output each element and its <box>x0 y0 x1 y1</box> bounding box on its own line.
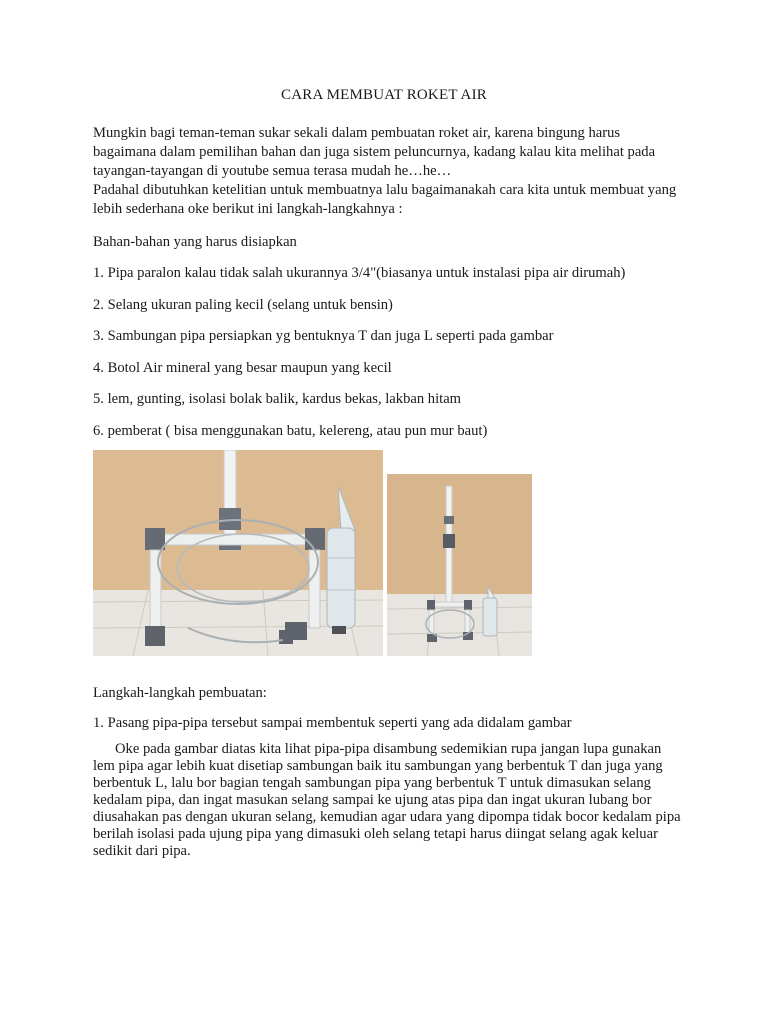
materials-item-2: 2. Selang ukuran paling kecil (selang untuk bensin) <box>93 297 393 313</box>
materials-item-1: 1. Pipa paralon kalau tidak salah ukurannya 3/4"(biasanya untuk instalasi pipa air dirumah) <box>93 265 626 281</box>
step-1-body: Oke pada gambar diatas kita lihat pipa-pipa disambung sedemikian rupa jangan lupa gunakan lem pipa agar lebih kuat disetiap sambungan baik itu sambungan yang berbentuk T dan juga yang berbentuk L, lalu bor bagian tengah sambungan pipa yang berbentuk T untuk dimasukan selang kedalam pipa, dan ingat masukan selang sampai ke ujung atas pipa dan ingat ukuran lubang bor diusahakan pas dengan ukuran selang, kemudian agar udara yang dipompa tidak bocor kedalam pipa berilah isolasi pada ujung pipa yang dimasuki oleh selang tetapi harus diingat selang agak keluar sedikit dari pipa. <box>93 741 681 859</box>
launcher-photo-1 <box>93 450 383 656</box>
step-1-title: 1. Pasang pipa-pipa tersebut sampai membentuk seperti yang ada didalam gambar <box>93 715 572 731</box>
intro-text <box>93 124 683 219</box>
materials-heading: Bahan-bahan yang harus disiapkan <box>93 234 297 250</box>
materials-item-6: 6. pemberat ( bisa menggunakan batu, kelereng, atau pun mur baut) <box>93 423 488 439</box>
document-title: CARA MEMBUAT ROKET AIR <box>281 87 487 103</box>
materials-item-3: 3. Sambungan pipa persiapkan yg bentuknya T dan juga L seperti pada gambar <box>93 328 554 344</box>
intro-paragraph-1: Mungkin bagi teman-teman sukar sekali dalam pembuatan roket air, karena bingung harus bagaimana dalam pemilihan bahan dan juga sistem peluncurnya, kadang kalau kita melihat pada tayangan-tayangan di youtube semua terasa mudah he…he… <box>93 125 656 179</box>
materials-item-5: 5. lem, gunting, isolasi bolak balik, kardus bekas, lakban hitam <box>93 391 462 407</box>
steps-heading: Langkah-langkah pembuatan: <box>93 685 267 701</box>
launcher-photo-2 <box>387 474 532 656</box>
materials-item-4: 4. Botol Air mineral yang besar maupun yang kecil <box>93 360 392 376</box>
intro-paragraph-2: Padahal dibutuhkan ketelitian untuk membuatnya lalu bagaimanakah cara kita untuk membuat yang lebih sederhana oke berikut ini langkah-langkahnya : <box>93 182 677 217</box>
